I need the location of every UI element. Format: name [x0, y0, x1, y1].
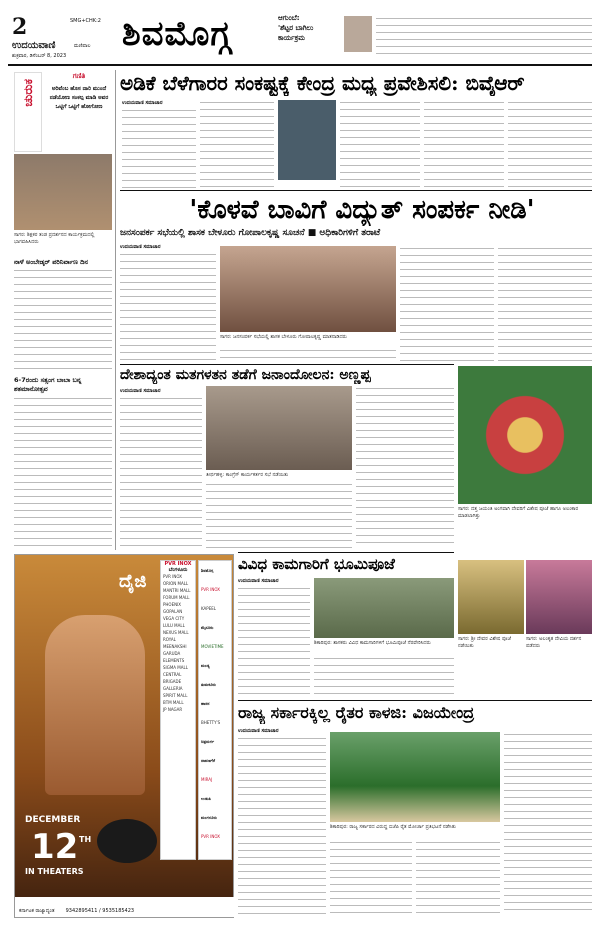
- ad-city-5: ಮಂಡ್ಯ: [201, 663, 210, 668]
- region-label: ಮಣಿಪಾಲ: [74, 43, 91, 49]
- ad-city-1: PVR INOX: [201, 587, 221, 592]
- lead-body-col5: [508, 100, 592, 188]
- ad-city-13: ಮಂಗಳೂರು: [201, 815, 217, 820]
- ad-theater-8: NEXUS MALL: [163, 630, 189, 635]
- story3-photo: [206, 386, 352, 470]
- ad-city-8: BHETTY'S: [201, 720, 221, 725]
- story2-body-col2: [220, 348, 396, 362]
- ad-title: ದೈಜಿ: [119, 571, 147, 592]
- lead-photo: [278, 100, 336, 180]
- brand-box: [14, 72, 42, 152]
- story4-headline: ವಿವಿಧ ಕಾಮಗಾರಿಗೆ ಭೂಮಿಪೂಜೆ: [238, 555, 395, 573]
- left-story1-headline: ನಾಳೆ ಅಂಬೇಡ್ಕರ್ ಪರಿನಿರ್ವಾಣ ದಿನ: [14, 258, 88, 266]
- story4-photo: [314, 578, 454, 638]
- story4-byline: ಉದಯವಾಣಿ ಸಮಾಚಾರ: [238, 578, 279, 584]
- ad-footer: [15, 897, 235, 917]
- story5-body-col3: [416, 840, 500, 916]
- side-photo-caption-1: ಸಾಗರ: ಶ್ರೀ ದೇವರ ವಿಶೇಷ ಪೂಜೆ ನಡೆಯಿತು: [458, 636, 511, 649]
- story2-headline: 'ಕೊಳವೆ ಬಾವಿಗೆ ವಿದ್ಯುತ್ ಸಂಪರ್ಕ ನೀಡಿ': [189, 195, 535, 225]
- right-photo-caption: ಸಾಗರ: ದತ್ತ ಜಯಂತಿ ಅಂಗವಾಗಿ ದೇವರಿಗೆ ವಿಶೇಷ ಪೂಜೆ ಹಾಗೂ ಅಲಂಕಾರ ಮಾಡಲಾಗಿತ್ತು: [458, 506, 579, 519]
- ad-theater-14: BRIGADE: [163, 679, 182, 684]
- brand-text: ಚುರುಕ: [21, 79, 35, 107]
- story2-body-col1: [120, 252, 216, 362]
- story5-byline: ಉದಯವಾಣಿ ಸಮಾಚಾರ: [238, 728, 279, 734]
- lead-body-col1: [122, 108, 196, 188]
- ad-city-6: ತುಮಕೂರು: [201, 682, 216, 687]
- lead-body-col2: [200, 100, 274, 188]
- story3-body-col1: [120, 396, 202, 548]
- story2-body-col3: [400, 246, 494, 362]
- left-quote-box: [46, 72, 112, 152]
- story3-byline: ಉದಯವಾಣಿ ಸಮಾಚಾರ: [120, 388, 161, 394]
- story5-body-col1: [238, 736, 326, 916]
- story2-top-rule: [120, 190, 592, 191]
- ad-theater-3: FORUM MALL: [163, 595, 190, 600]
- side-photo-1: [458, 560, 524, 634]
- ad-theater-15: GALLERIA: [163, 686, 183, 691]
- ad-theater-17: BTM MALL: [163, 700, 184, 705]
- ad-city-list: [198, 560, 232, 860]
- ad-movie-logo: [97, 819, 157, 863]
- ad-release: IN THEATERS: [25, 867, 84, 876]
- story2-photo: [220, 246, 396, 332]
- ad-theater-7: LULU MALL: [163, 623, 185, 628]
- story4-top-rule: [238, 552, 454, 553]
- side-photo-2: [526, 560, 592, 634]
- ad-city-10: ದಾವಣಗೆರೆ: [201, 758, 215, 763]
- story2-body-col4: [498, 246, 592, 362]
- story5-body-col4: [504, 732, 592, 916]
- story3-photo-caption: ತೀರ್ಥಹಳ್ಳಿ: ಕಾಂಗ್ರೆಸ್ ಕಾರ್ಯಕರ್ತರ ಸಭೆ ನಡೆಯಿತು: [206, 472, 289, 478]
- left-photo: [14, 154, 112, 230]
- left-photo-caption: ಸಾಗರ: ಶಿಕ್ಷಕರ ತಂಡ ಪ್ರದರ್ಶನದ ಕಾರ್ಯಕ್ರಮದಲ್ಲಿ ಭಾಗವಹಿಸಿದರು: [14, 232, 95, 245]
- lead-headline: ಅಡಿಕೆ ಬೆಳೆಗಾರರ ಸಂಕಷ್ಟಕ್ಕೆ ಕೇಂದ್ರ ಮಧ್ಯ ಪ್ರವೇಶಿಸಲಿ: ಬಿವೈಆರ್: [120, 71, 525, 95]
- story3-top-rule: [120, 364, 454, 365]
- ad-theater-18: JP NAGAR: [163, 707, 183, 712]
- ad-theater-10: GARUDA: [163, 651, 181, 656]
- ad-theater-9: ROYAL MEENAKSHI: [163, 637, 187, 649]
- story5-photo: [330, 732, 500, 822]
- story4-body-col2: [314, 656, 454, 694]
- story5-photo-caption: ಶಿಕಾರಿಪುರ: ರಾಜ್ಯ ಸರ್ಕಾರದ ವಿರುದ್ಧ ಬಿಜೆಪಿ ರೈತ ಮೋರ್ಚಾ ಪ್ರತಿಭಟನೆ ನಡೆಸಿತು: [330, 824, 456, 830]
- left-quote: ಅರಿವೆಂಬ ಹೊಸ ದಾರಿ ಮುಂದೆ ನಡೆಯೋಣ ಸಂಕಲ್ಪ ಮಾಡಿ ಅವರ ಒಟ್ಟಿಗೆ ಒಟ್ಟಿಗೆ ಹೋಗೋಣ: [49, 86, 109, 110]
- side-photo-caption-2: ಸಾಗರ: ಅಲಂಕೃತ ದೇವಿಯ ದರ್ಶನ ಪಡೆದರು: [526, 636, 582, 649]
- ad-city-2: KAPEEL: [201, 606, 216, 611]
- story2-byline: ಉದಯವಾಣಿ ಸಮಾಚಾರ: [120, 244, 161, 250]
- ad-theater-16: SPIRIT MALL: [163, 693, 188, 698]
- lead-body-col4: [424, 100, 504, 188]
- ad-list-label: ಬೆಂಗಳೂರು: [168, 567, 188, 573]
- masthead: [0, 0, 600, 64]
- ad-city-9: ಚಿತ್ರದುರ್ಗ: [201, 739, 215, 744]
- story5-headline: ರಾಜ್ಯ ಸರ್ಕಾರಕ್ಕಿಲ್ಲ ರೈತರ ಕಾಳಜಿ: ವಿಜಯೇಂದ್ರ: [238, 703, 475, 722]
- left-story1-body: [14, 268, 112, 372]
- ad-city-12: ಉಡುಪಿ: [201, 796, 212, 801]
- ad-footer-text: ಕರ್ನಾಟಕ ರಾಜ್ಯಾದ್ಯಂತ: [19, 908, 55, 914]
- ad-theater-2: MANTRI MALL: [163, 588, 191, 593]
- story3-body-col3: [356, 386, 454, 548]
- ad-footer-num: 9342895411 / 9535185423: [65, 908, 135, 914]
- teaser-text: 'ಶೆಟ್ಟರ ಬಾಗಿಲು ಕಾರ್ಯಕ್ರಮ: [278, 24, 314, 42]
- ad-city-4: MOVIETIME: [201, 644, 224, 649]
- ad-theater-4: PHOENIX: [163, 602, 182, 607]
- ad-city-0: ಶಿವಮೊಗ್ಗ: [201, 568, 214, 573]
- teaser-label: ಆಗುಂಬೆ:: [278, 14, 300, 22]
- ad-theater-13: CENTRAL: [163, 672, 182, 677]
- ad-day: 12: [31, 827, 79, 867]
- ad-theater-1: ORION MALL: [163, 581, 189, 586]
- story3-body-col2: [206, 482, 352, 548]
- ad-city-11: MIRAJ: [201, 777, 213, 782]
- ad-day-suffix: TH: [79, 835, 92, 844]
- teaser-photo: [344, 16, 372, 52]
- ad-date-prefix: DECEMBER: [25, 815, 81, 825]
- ad-logo: PVR INOX: [164, 561, 192, 567]
- edition-code: SMG+CHK:2: [70, 18, 101, 24]
- ad-city-7: ಹಾಸನ: [201, 701, 210, 706]
- lead-body-col3: [340, 100, 420, 188]
- right-photo: [458, 366, 592, 504]
- ad-actor-figure: [45, 615, 145, 795]
- story4-body-col1: [238, 586, 310, 694]
- ad-theater-6: VEGA CITY: [163, 616, 185, 621]
- masthead-rule: [8, 64, 592, 66]
- story5-top-rule: [238, 700, 592, 701]
- ad-theater-5: GOPALAN: [163, 609, 183, 614]
- story3-headline: ದೇಶಾದ್ಯಂತ ಮತಗಳತನ ತಡೆಗೆ ಜನಾಂದೋಲನ: ಅಣ್ಣಪ್ಪ: [120, 367, 371, 383]
- teaser-box: [278, 14, 342, 54]
- left-col-divider: [115, 70, 116, 550]
- ad-theater-12: SIGMA MALL: [163, 665, 188, 670]
- left-story2-headline: 6-7ರಂದು ಸತ್ಸಂಗ ಬಾಬಾ ಬನ್ನ ಶತಮಾನೋತ್ಸವ: [14, 376, 82, 393]
- left-section: ಗಣಿತಿ: [72, 72, 86, 80]
- paper-name: ಉದಯವಾಣಿ: [12, 40, 56, 51]
- ad-city-3: ಮೈಸೂರು: [201, 625, 214, 630]
- story2-subhead: ಜನಸಂಪರ್ಕ ಸಭೆಯಲ್ಲಿ ಶಾಸಕ ಬೇಳೂರು ಗೋಪಾಲಕೃಷ್ಣ ಸೂಚನೆ ■ ಅಧಿಕಾರಿಗಳಿಗೆ ತರಾಟೆ: [120, 228, 381, 238]
- story5-body-col2: [330, 840, 412, 916]
- date-line: ಶುಕ್ರವಾರ, ಡಿಸೆಂಬರ್ 8, 2023: [12, 53, 67, 59]
- ad-theater-list: [160, 560, 196, 860]
- page-number: 2: [12, 14, 28, 40]
- story2-photo-caption: ಸಾಗರ: ಜನಸಂಪರ್ಕ ಸಭೆಯಲ್ಲಿ ಶಾಸಕ ಬೇಳೂರು ಗೋಪಾಲಕೃಷ್ಣ ಮಾತನಾಡಿದರು: [220, 334, 347, 340]
- story4-photo-caption: ಶಿಕಾರಿಪುರ: ಶಾಸಕರು ವಿವಿಧ ಕಾಮಗಾರಿಗಳಿಗೆ ಭೂಮಿಪೂಜೆ ನೆರವೇರಿಸಿದರು: [314, 640, 431, 646]
- left-story2-body: [14, 396, 112, 550]
- lead-byline: ಉದಯವಾಣಿ ಸಮಾಚಾರ: [122, 100, 163, 106]
- ad-city-14: PVR INOX: [201, 834, 221, 839]
- section-title: ಶಿವಮೊಗ್ಗ: [122, 14, 232, 54]
- ad-theater-11: ELEMENTS: [163, 658, 185, 663]
- ad-theater-0: PVR INOX: [163, 574, 183, 579]
- teaser-body: [376, 16, 592, 58]
